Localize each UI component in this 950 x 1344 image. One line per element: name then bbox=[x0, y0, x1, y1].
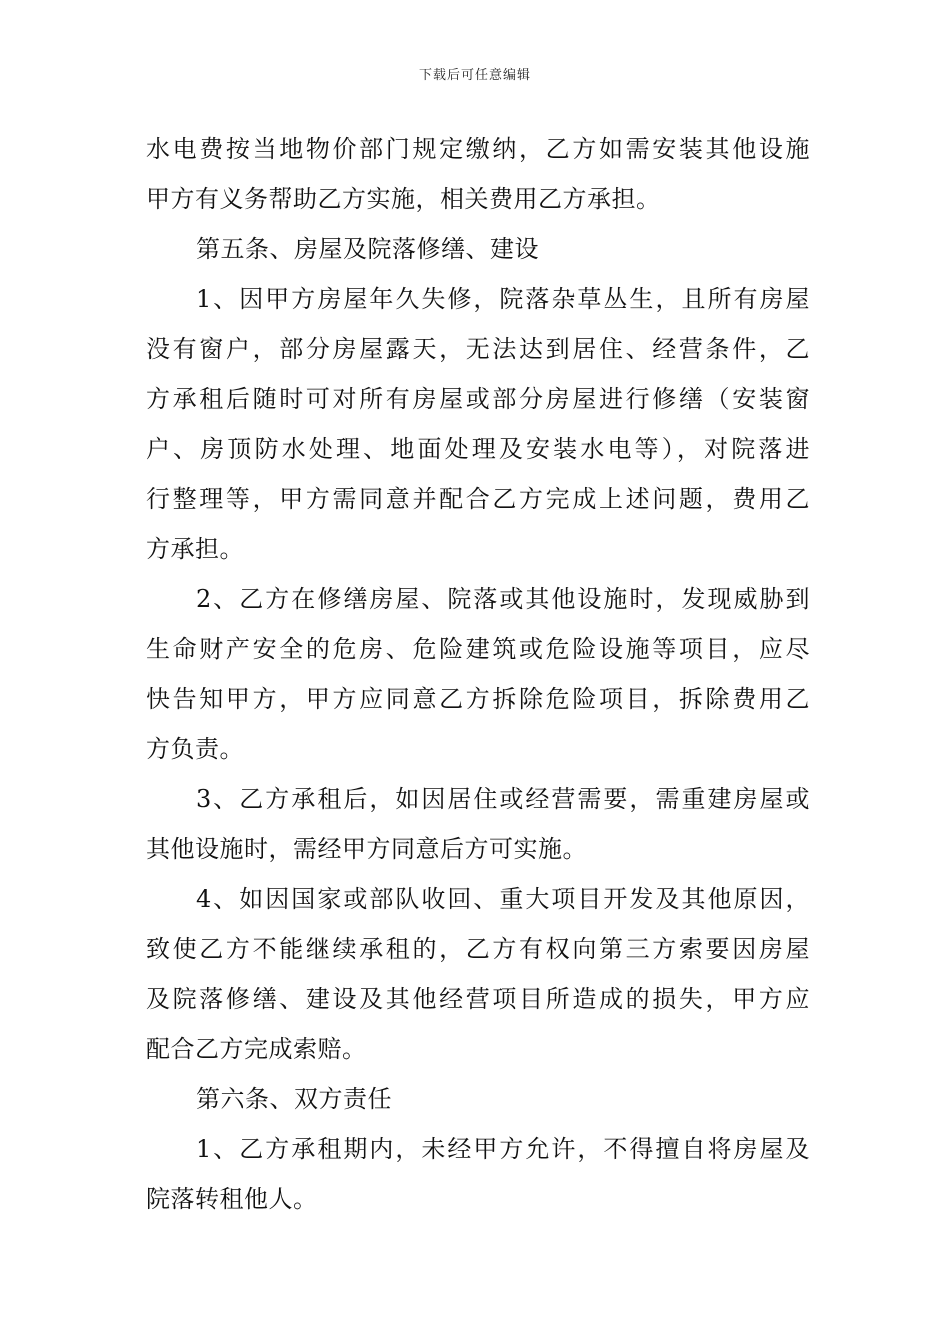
text-line: 及院落修缮、建设及其他经营项目所造成的损失，甲方应 bbox=[146, 985, 810, 1013]
document-body bbox=[146, 124, 810, 1224]
text-line: 其他设施时，需经甲方同意后方可实施。 bbox=[146, 835, 587, 863]
text-line: 2、乙方在修缮房屋、院落或其他设施时，发现威胁到 bbox=[196, 585, 810, 613]
text-line: 1、因甲方房屋年久失修，院落杂草丛生，且所有房屋 bbox=[196, 285, 810, 313]
text-line: 生命财产安全的危房、危险建筑或危险设施等项目，应尽 bbox=[146, 635, 810, 663]
section-heading: 第六条、双方责任 bbox=[196, 1085, 392, 1113]
text-line: 水电费按当地物价部门规定缴纳，乙方如需安装其他设施 bbox=[146, 135, 810, 163]
text-line: 方承担。 bbox=[146, 535, 244, 563]
text-line: 1、乙方承租期内，未经甲方允许，不得擅自将房屋及 bbox=[196, 1135, 810, 1163]
text-line: 致使乙方不能继续承租的，乙方有权向第三方索要因房屋 bbox=[146, 935, 810, 963]
text-line: 行整理等，甲方需同意并配合乙方完成上述问题，费用乙 bbox=[146, 485, 810, 513]
page-header: 下载后可任意编辑 bbox=[418, 68, 531, 83]
text-line: 方负责。 bbox=[146, 735, 244, 763]
text-line: 配合乙方完成索赔。 bbox=[146, 1035, 367, 1063]
text-line: 快告知甲方，甲方应同意乙方拆除危险项目，拆除费用乙 bbox=[146, 685, 810, 713]
text-line: 院落转租他人。 bbox=[146, 1185, 318, 1213]
text-line: 3、乙方承租后，如因居住或经营需要，需重建房屋或 bbox=[196, 785, 810, 813]
text-line: 方承租后随时可对所有房屋或部分房屋进行修缮（安装窗 bbox=[146, 385, 810, 413]
text-line: 户、房顶防水处理、地面处理及安装水电等），对院落进 bbox=[146, 435, 810, 463]
text-line: 甲方有义务帮助乙方实施，相关费用乙方承担。 bbox=[146, 185, 661, 213]
text-line: 4、如因国家或部队收回、重大项目开发及其他原因， bbox=[196, 885, 810, 913]
text-line: 没有窗户，部分房屋露天，无法达到居住、经营条件，乙 bbox=[146, 335, 810, 363]
section-heading: 第五条、房屋及院落修缮、建设 bbox=[196, 235, 539, 263]
